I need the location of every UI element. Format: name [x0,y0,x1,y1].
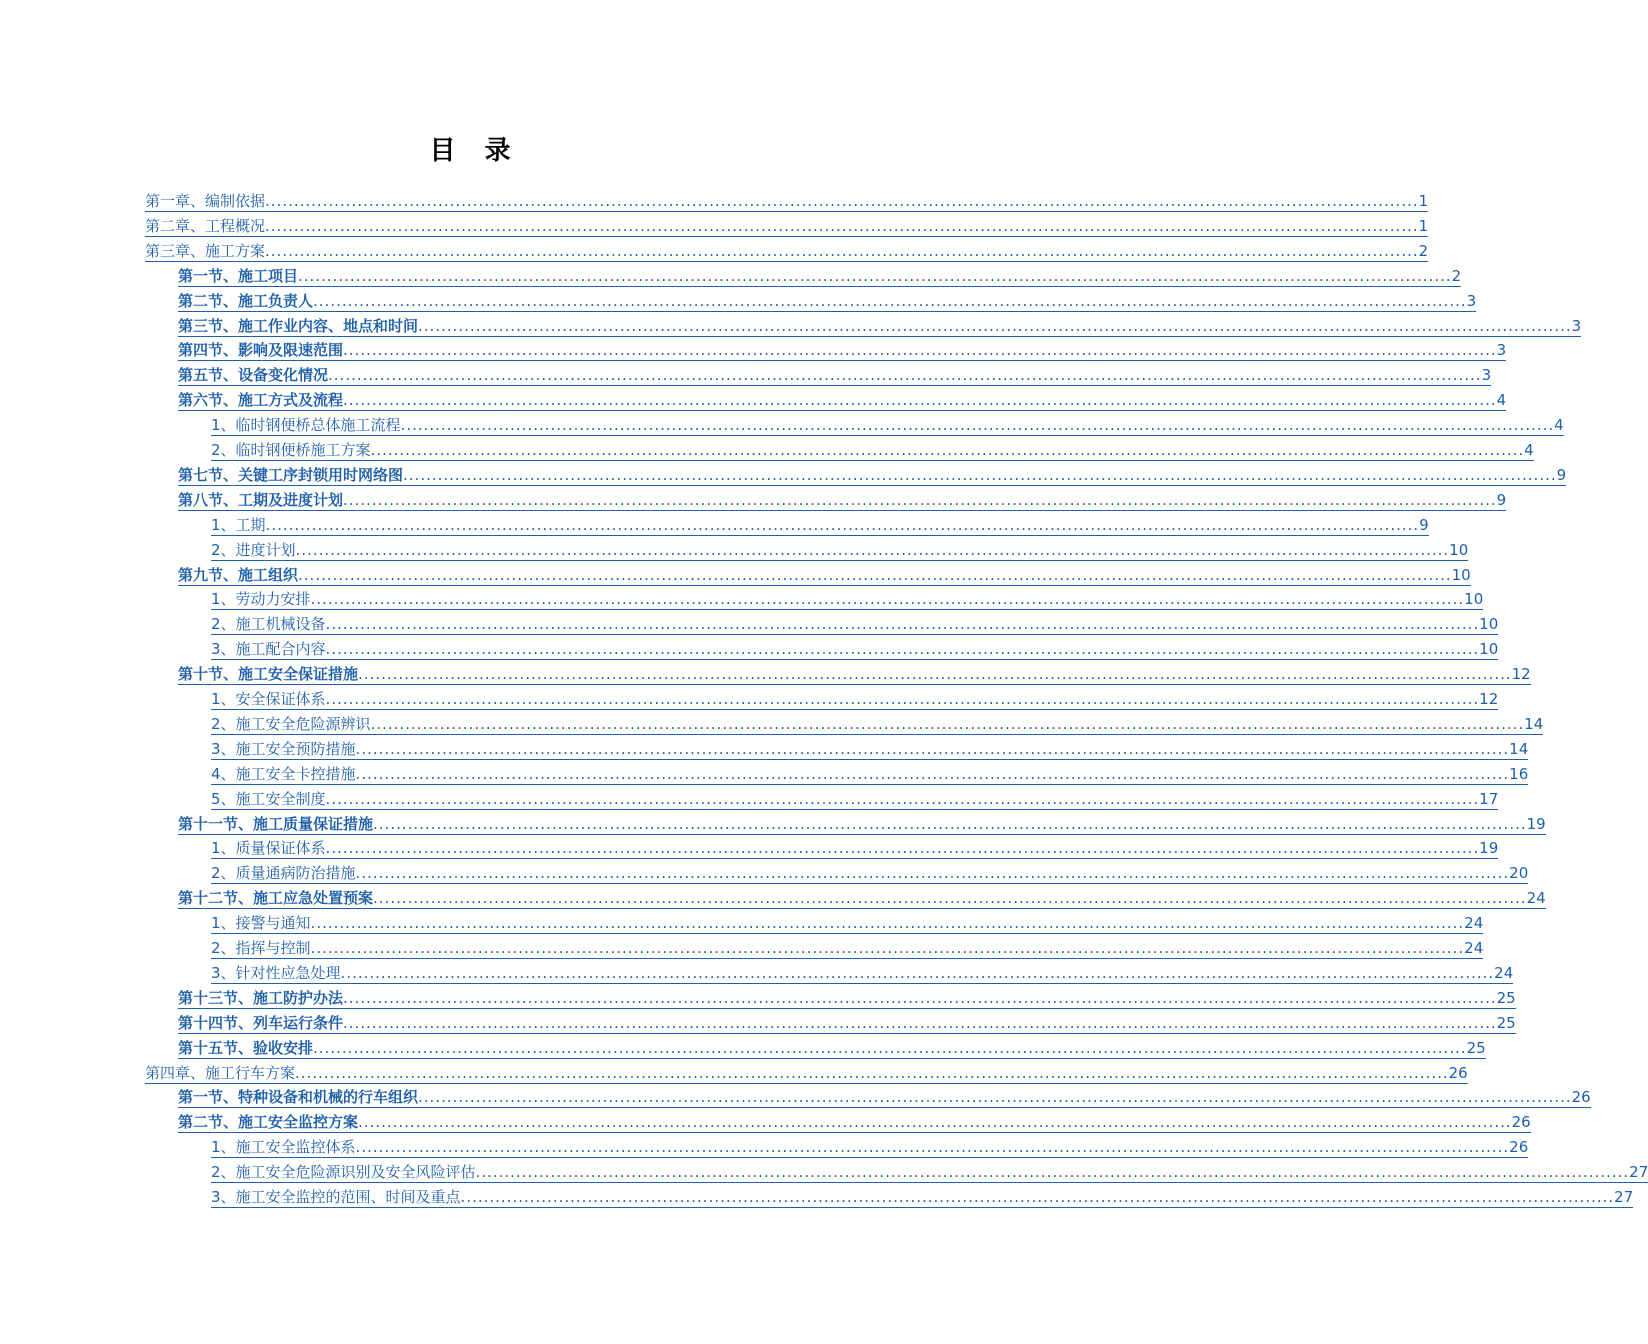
toc-entry-label: 第十节、施工安全保证措施 [178,665,359,684]
toc-entry[interactable] [211,512,1429,536]
toc-entry-label: 第六节、施工方式及流程 [178,391,344,410]
toc-entry[interactable] [145,1060,1468,1084]
toc-entry[interactable] [211,761,1529,785]
toc-entry[interactable] [178,985,1516,1009]
toc-entry-page-number: 27 [1629,1163,1648,1182]
toc-leader-dots: ........................................................................................................................................................................................................ [355,1138,1510,1157]
toc-entry-page-number: 10 [1449,540,1469,559]
toc-leader-dots: ........................................................................................................................................................................................................ [343,490,1497,509]
toc-entry[interactable] [178,1109,1531,1133]
toc-leader-dots: ........................................................................................................................................................................................................ [310,914,1465,933]
toc-entry[interactable] [211,686,1499,710]
toc-entry-page-number: 1 [1418,192,1429,210]
toc-leader-dots: ........................................................................................................................................................................................................ [325,839,1480,858]
toc-entry[interactable] [211,960,1514,984]
toc-entry[interactable] [178,337,1507,361]
toc-entry-page-number: 1 [1418,216,1429,235]
toc-entry-label: 2、施工机械设备 [211,615,326,634]
toc-leader-dots: ........................................................................................................................................................................................................ [355,739,1510,758]
toc-entry-page-number: 24 [1464,914,1484,933]
toc-entry-page-number: 2 [1418,241,1429,260]
toc-entry-page-number: 26 [1511,1113,1531,1132]
toc-entry[interactable] [178,313,1582,337]
toc-leader-dots: ........................................................................................................................................................................................................ [328,366,1482,385]
toc-leader-dots: ........................................................................................................................................................................................................ [358,665,1512,684]
toc-entry-label: 2、临时钢便桥施工方案 [211,441,371,459]
toc-entry[interactable] [211,437,1534,461]
toc-entry-label: 2、质量通病防治措施 [211,864,356,883]
toc-entry-label: 2、施工安全危险源辨识 [211,714,371,733]
toc-entry-page-number: 24 [1526,889,1546,908]
toc-entry[interactable] [211,1184,1634,1208]
toc-entry[interactable] [178,1035,1486,1059]
toc-entry[interactable] [211,586,1484,610]
toc-leader-dots: ........................................................................................................................................................................................................ [265,241,1419,260]
page-title: 目 录 [429,136,521,166]
toc-entry-label: 1、安全保证体系 [211,690,326,708]
toc-entry-label: 第二节、施工负责人 [178,291,314,310]
toc-entry-label: 第三章、施工方案 [145,241,266,260]
toc-entry-page-number: 10 [1451,565,1471,584]
toc-entry-page-number: 4 [1524,441,1534,459]
toc-entry-label: 第一章、编制依据 [145,192,266,210]
toc-entry-page-number: 19 [1526,814,1546,833]
toc-entry[interactable] [211,1134,1529,1158]
toc-entry-page-number: 27 [1614,1188,1634,1206]
toc-entry[interactable] [178,487,1507,511]
toc-leader-dots: ........................................................................................................................................................................................................ [370,441,1525,459]
toc-entry-label: 第二节、施工安全监控方案 [178,1113,359,1132]
toc-entry-page-number: 24 [1464,939,1484,957]
toc-entry-label: 4、施工安全卡控措施 [211,764,356,783]
toc-entry-label: 第十五节、验收安排 [178,1038,314,1057]
toc-entry[interactable] [211,935,1484,959]
toc-entry[interactable] [211,860,1529,884]
toc-entry[interactable] [145,188,1429,212]
toc-entry-label: 1、临时钢便桥总体施工流程 [211,416,401,435]
toc-leader-dots: ........................................................................................................................................................................................................ [355,764,1510,783]
toc-entry-page-number: 10 [1464,590,1484,609]
toc-entry-label: 1、劳动力安排 [211,590,311,609]
toc-entry-label: 第五节、设备变化情况 [178,366,329,385]
toc-entry[interactable] [178,811,1546,835]
toc-entry-page-number: 14 [1524,714,1544,733]
toc-entry[interactable] [178,562,1471,586]
toc-entry-page-number: 9 [1496,490,1507,509]
toc-entry-label: 3、施工安全监控的范围、时间及重点 [211,1188,461,1206]
toc-entry-label: 第九节、施工组织 [178,565,299,584]
toc-entry-page-number: 9 [1556,465,1567,484]
toc-leader-dots: ........................................................................................................................................................................................................ [265,515,1420,534]
toc-entry-label: 第二章、工程概况 [145,216,266,235]
toc-leader-dots: ........................................................................................................................................................................................................ [418,316,1572,335]
toc-entry-label: 第七节、关键工序封锁用时网络图 [178,465,404,484]
toc-entry-page-number: 26 [1509,1138,1529,1157]
toc-entry[interactable] [211,910,1484,934]
toc-entry-label: 第十一节、施工质量保证措施 [178,814,374,833]
toc-entry[interactable] [211,736,1529,760]
toc-leader-dots: ........................................................................................................................................................................................................ [310,939,1465,957]
toc-leader-dots: ........................................................................................................................................................................................................ [325,615,1480,634]
toc-entry-page-number: 3 [1466,291,1477,310]
toc-entry[interactable] [211,636,1499,660]
toc-leader-dots: ........................................................................................................................................................................................................ [355,864,1510,883]
toc-leader-dots: ........................................................................................................................................................................................................ [298,565,1452,584]
toc-entry-page-number: 24 [1494,963,1514,982]
toc-entry[interactable] [211,1159,1648,1183]
toc-leader-dots: ........................................................................................................................................................................................................ [298,266,1452,285]
toc-leader-dots: ........................................................................................................................................................................................................ [325,789,1480,808]
toc-entry-page-number: 3 [1496,341,1507,360]
toc-entry-page-number: 9 [1419,515,1429,534]
toc-entry-label: 2、进度计划 [211,540,296,559]
toc-leader-dots: ........................................................................................................................................................................................................ [343,341,1497,360]
toc-entry-page-number: 25 [1496,988,1516,1007]
toc-entry-page-number: 10 [1479,615,1499,634]
toc-entry-label: 第八节、工期及进度计划 [178,490,344,509]
toc-entry-page-number: 2 [1451,266,1462,285]
toc-entry[interactable] [178,1010,1516,1034]
toc-entry-label: 第十二节、施工应急处置预案 [178,889,374,908]
toc-entry-page-number: 20 [1509,864,1529,883]
toc-entry-label: 2、施工安全危险源识别及安全风险评估 [211,1163,476,1182]
toc-entry-label: 第十三节、施工防护办法 [178,988,344,1007]
toc-entry-page-number: 4 [1554,416,1564,435]
toc-entry-page-number: 14 [1509,739,1529,758]
toc-entry[interactable] [211,611,1499,635]
toc-leader-dots: ........................................................................................................................................................................................................ [403,465,1557,484]
toc-entry[interactable] [211,711,1544,735]
toc-entry-label: 第三节、施工作业内容、地点和时间 [178,316,419,335]
toc-leader-dots: ........................................................................................................................................................................................................ [373,889,1527,908]
toc-entry-page-number: 4 [1496,391,1507,410]
toc-leader-dots: ........................................................................................................................................................................................................ [310,590,1465,609]
toc-leader-dots: ........................................................................................................................................................................................................ [418,1088,1572,1107]
toc-entry-page-number: 3 [1481,366,1492,385]
toc-leader-dots: ........................................................................................................................................................................................................ [265,216,1419,235]
toc-leader-dots: ........................................................................................................................................................................................................ [325,640,1480,659]
toc-leader-dots: ........................................................................................................................................................................................................ [343,988,1497,1007]
toc-leader-dots: ........................................................................................................................................................................................................ [340,963,1495,982]
toc-leader-dots: ........................................................................................................................................................................................................ [313,291,1467,310]
toc-entry[interactable] [145,213,1429,237]
toc-entry[interactable] [178,263,1462,287]
toc-entry[interactable] [211,412,1564,436]
toc-entry-page-number: 25 [1466,1038,1486,1057]
toc-entry-label: 5、施工安全制度 [211,789,326,808]
toc-entry-label: 2、指挥与控制 [211,939,311,957]
toc-leader-dots: ........................................................................................................................................................................................................ [295,540,1450,559]
toc-leader-dots: ........................................................................................................................................................................................................ [265,192,1419,210]
toc-leader-dots: ........................................................................................................................................................................................................ [343,391,1497,410]
toc-entry[interactable] [178,885,1546,909]
toc-entry-label: 3、施工配合内容 [211,640,326,659]
toc-leader-dots: ........................................................................................................................................................................................................ [475,1163,1630,1182]
toc-entry[interactable] [178,462,1567,486]
toc-entry-page-number: 3 [1571,316,1582,335]
toc-entry-page-number: 17 [1479,789,1499,808]
toc-entry[interactable] [178,661,1531,685]
toc-entry-page-number: 10 [1479,640,1499,659]
toc-entry[interactable] [211,835,1499,859]
toc-entry-label: 第四节、影响及限速范围 [178,341,344,360]
toc-leader-dots: ........................................................................................................................................................................................................ [400,416,1555,435]
toc-entry[interactable] [211,786,1499,810]
toc-entry-label: 1、接警与通知 [211,914,311,933]
toc-leader-dots: ........................................................................................................................................................................................................ [325,690,1480,708]
toc-entry-label: 1、质量保证体系 [211,839,326,858]
toc-entry-label: 3、施工安全预防措施 [211,739,356,758]
toc-entry[interactable] [178,387,1507,411]
toc-leader-dots: ........................................................................................................................................................................................................ [460,1188,1615,1206]
toc-leader-dots: ........................................................................................................................................................................................................ [370,714,1525,733]
toc-leader-dots: ........................................................................................................................................................................................................ [373,814,1527,833]
toc-leader-dots: ........................................................................................................................................................................................................ [295,1063,1449,1082]
toc-entry-page-number: 19 [1479,839,1499,858]
toc-entry-label: 第一节、特种设备和机械的行车组织 [178,1088,419,1107]
toc-entry-label: 第十四节、列车运行条件 [178,1013,344,1032]
toc-entry[interactable] [178,288,1477,312]
toc-entry-page-number: 25 [1496,1013,1516,1032]
toc-entry-label: 第一节、施工项目 [178,266,299,285]
toc-entry[interactable] [178,1084,1591,1108]
toc-entry-label: 1、工期 [211,515,266,534]
toc-entry-page-number: 12 [1511,665,1531,684]
toc-entry-page-number: 26 [1571,1088,1591,1107]
toc-entry-label: 第四章、施工行车方案 [145,1063,296,1082]
toc-entry-page-number: 16 [1509,764,1529,783]
toc-entry-page-number: 12 [1479,690,1499,708]
toc-leader-dots: ........................................................................................................................................................................................................ [313,1038,1467,1057]
toc-leader-dots: ........................................................................................................................................................................................................ [358,1113,1512,1132]
toc-entry[interactable] [211,537,1469,561]
toc-entry-page-number: 26 [1448,1063,1468,1082]
toc-leader-dots: ........................................................................................................................................................................................................ [343,1013,1497,1032]
toc-entry-label: 3、针对性应急处理 [211,963,341,982]
toc-entry[interactable] [145,238,1429,262]
toc-entry[interactable] [178,362,1492,386]
toc-entry-label: 1、施工安全监控体系 [211,1138,356,1157]
